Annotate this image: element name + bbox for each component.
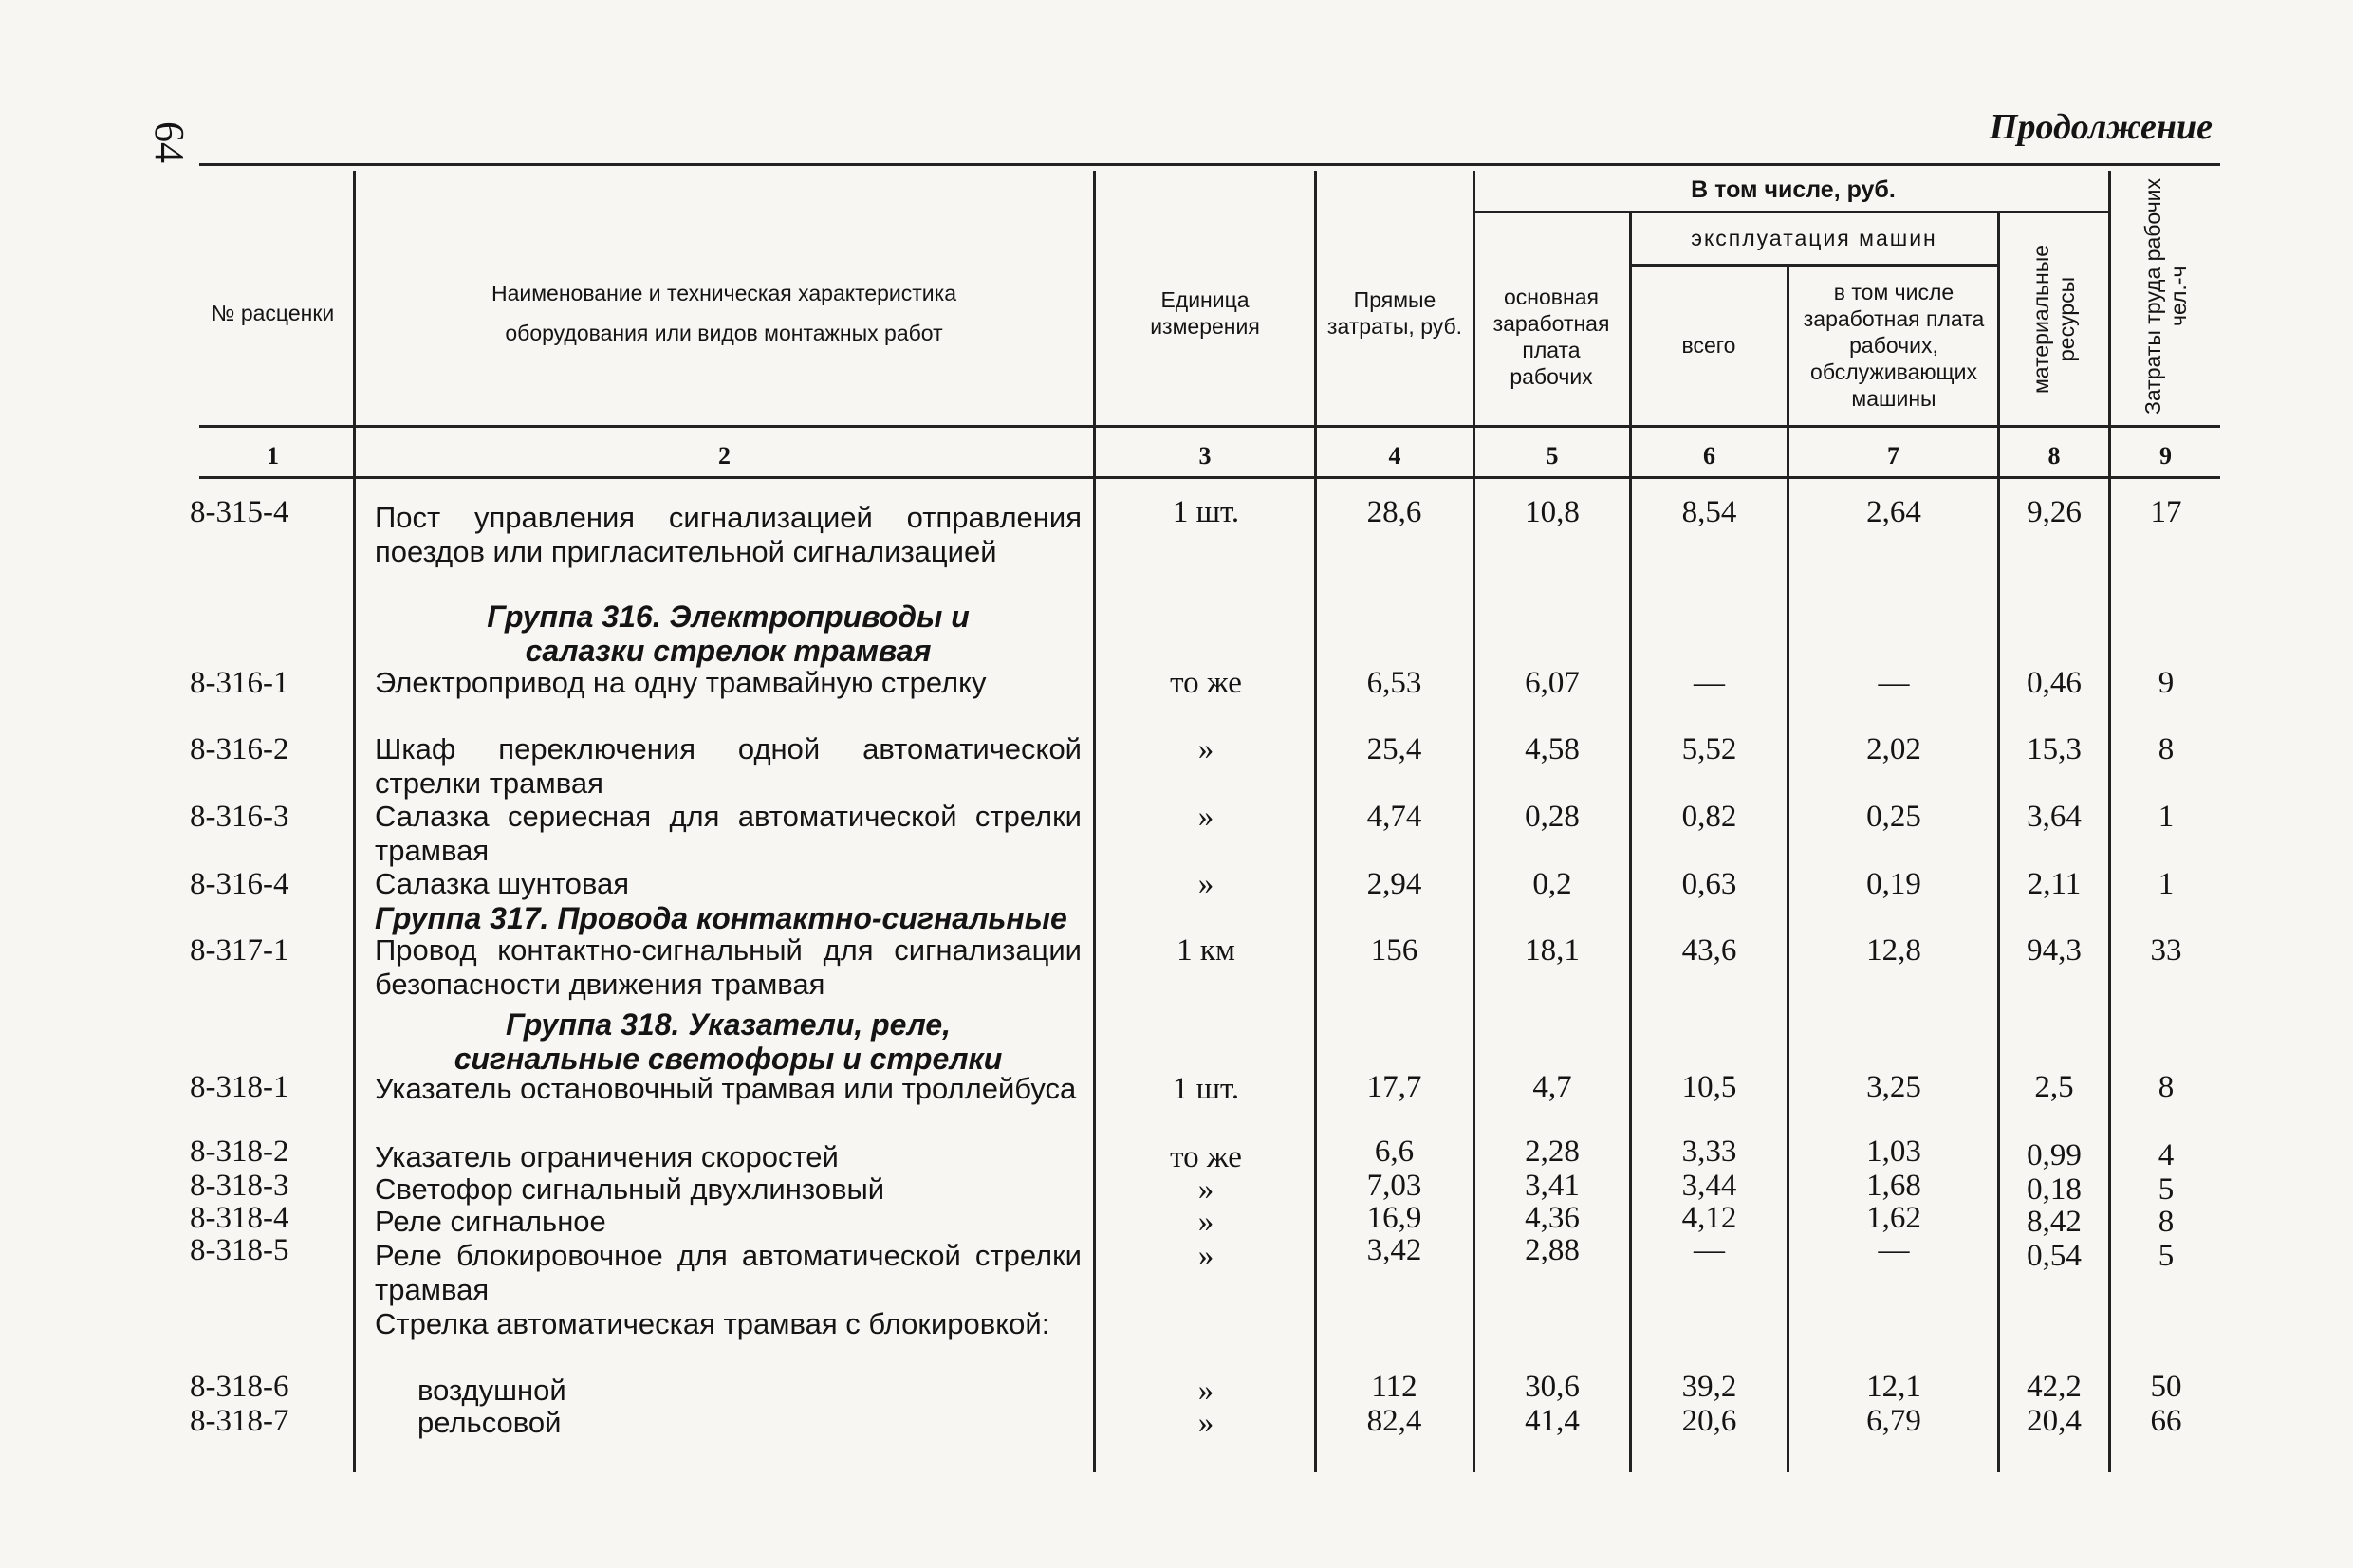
- row-wage: 41,4: [1525, 1404, 1580, 1438]
- numbers-bottom-rule: [199, 476, 2220, 479]
- header-bottom-rule: [199, 425, 2220, 428]
- header-col2: [359, 256, 1089, 370]
- row-direct: 156: [1370, 933, 1418, 968]
- page-number: 64: [146, 121, 193, 163]
- row-unit: 1 км: [1176, 933, 1235, 968]
- header-col9-text: Затраты труда рабочих чел.-ч: [2140, 177, 2191, 415]
- col-divider-5: [1629, 213, 1632, 1472]
- col-number-9: 9: [2159, 442, 2172, 470]
- row-mach-wage: 12,1: [1866, 1370, 1921, 1404]
- header-col2-line1: Наименование и техническая характеристика: [491, 281, 957, 305]
- row-name: воздушной: [417, 1374, 566, 1407]
- row-wage: 0,28: [1525, 800, 1580, 834]
- header-col4: Прямые затраты, руб.: [1326, 287, 1463, 339]
- row-code: 8-317-1: [190, 933, 289, 968]
- col-divider-8: [2108, 171, 2111, 1472]
- row-mach-wage: 3,25: [1866, 1070, 1921, 1104]
- group-rule: [1475, 211, 2111, 213]
- row-wage: 2,88: [1525, 1233, 1580, 1267]
- table-top-rule: [199, 163, 2220, 166]
- col-number-8: 8: [2047, 442, 2061, 470]
- header-col6: всего: [1681, 333, 1736, 358]
- row-code: 8-318-5: [190, 1233, 289, 1267]
- row-direct: 2,94: [1366, 867, 1422, 901]
- row-name: Реле сигнальное: [375, 1205, 606, 1238]
- row-name: Провод контактно-сигнальный для сигнализации безопасности движения трамвая: [375, 933, 1082, 1001]
- row-mat: 0,46: [2027, 666, 2082, 700]
- row-code: 8-318-3: [190, 1169, 289, 1203]
- header-col8-text: материальные ресурсы: [2029, 244, 2079, 394]
- row-mach-wage: —: [1878, 1233, 1910, 1267]
- col-number-7: 7: [1887, 442, 1899, 470]
- group-title-316: Группа 316. Электроприводы и салазки стрелок трамвая: [487, 600, 970, 668]
- row-direct: 25,4: [1366, 732, 1422, 766]
- row-labor: 8: [2158, 1205, 2175, 1239]
- row-direct: 3,42: [1366, 1233, 1422, 1267]
- col-divider-2: [1093, 171, 1096, 1472]
- row-unit: »: [1197, 1205, 1214, 1239]
- row-direct: 112: [1371, 1370, 1417, 1404]
- row-code: 8-318-6: [190, 1370, 289, 1404]
- row-mat: 0,54: [2027, 1239, 2082, 1273]
- col-divider-1: [353, 171, 356, 1472]
- header-col1: № расценки: [211, 301, 335, 325]
- row-unit: то же: [1170, 1140, 1242, 1174]
- row-labor: 1: [2158, 800, 2175, 834]
- row-mach-wage: 1,68: [1866, 1169, 1921, 1203]
- row-mat: 42,2: [2027, 1370, 2082, 1404]
- row-unit: 1 шт.: [1172, 1072, 1240, 1106]
- col-number-6: 6: [1703, 442, 1715, 470]
- row-wage: 30,6: [1525, 1370, 1580, 1404]
- row-unit: »: [1197, 800, 1214, 834]
- row-mat: 0,99: [2027, 1138, 2082, 1172]
- row-mat: 2,5: [2034, 1070, 2074, 1104]
- row-direct: 28,6: [1366, 495, 1422, 529]
- col-divider-4: [1473, 171, 1475, 1472]
- row-wage: 0,2: [1532, 867, 1572, 901]
- row-mat: 20,4: [2027, 1404, 2082, 1438]
- row-mach: 3,44: [1681, 1169, 1737, 1203]
- row-mach-wage: 2,02: [1866, 732, 1921, 766]
- row-unit: »: [1197, 1172, 1214, 1207]
- col-divider-3: [1314, 171, 1317, 1472]
- row-unit: »: [1197, 732, 1214, 766]
- row-name: Шкаф переключения одной автоматической стрелки трамвая: [375, 732, 1082, 800]
- row-code: 8-316-3: [190, 800, 289, 834]
- header-group: В том числе, руб.: [1691, 176, 1896, 203]
- row-code: 8-318-2: [190, 1134, 289, 1169]
- col-number-1: 1: [267, 442, 279, 470]
- col-number-2: 2: [718, 442, 731, 470]
- row-name: Светофор сигнальный двухлинзовый: [375, 1172, 885, 1206]
- row-labor: 5: [2158, 1239, 2175, 1273]
- row-wage: 6,07: [1525, 666, 1580, 700]
- row-code: 8-318-4: [190, 1201, 289, 1235]
- row-name: Электропривод на одну трамвайную стрелку: [375, 666, 987, 699]
- row-code: 8-316-2: [190, 732, 289, 766]
- row-unit: »: [1197, 1374, 1214, 1408]
- header-col7: в том числе заработная плата рабочих, обслуживающих машины: [1803, 280, 1985, 411]
- row-mach: 3,33: [1681, 1134, 1737, 1169]
- row-name: Пост управления сигнализацией отправления поездов или пригласительной сигнализацией: [375, 501, 1082, 568]
- row-mach: 0,63: [1681, 867, 1737, 901]
- row-mat: 15,3: [2027, 732, 2082, 766]
- row-mach-wage: —: [1878, 666, 1910, 700]
- row-name: Указатель остановочный трамвая или троллейбуса: [375, 1072, 1077, 1105]
- row-mach-wage: 1,03: [1866, 1134, 1921, 1169]
- row-wage: 2,28: [1525, 1134, 1580, 1169]
- row-code: 8-315-4: [190, 495, 289, 529]
- row-mach-wage: 0,25: [1866, 800, 1921, 834]
- row-labor: 8: [2158, 1070, 2175, 1104]
- row-mat: 9,26: [2027, 495, 2082, 529]
- row-mat: 8,42: [2027, 1205, 2082, 1239]
- header-col5: основная заработная плата рабочих: [1492, 285, 1610, 389]
- row-code: 8-318-1: [190, 1070, 289, 1104]
- subheading: Стрелка автоматическая трамвая с блокировкой:: [375, 1307, 1050, 1340]
- row-mach: 39,2: [1681, 1370, 1737, 1404]
- row-code: 8-318-7: [190, 1404, 289, 1438]
- row-mat: 2,11: [2027, 867, 2082, 901]
- row-mat: 94,3: [2027, 933, 2082, 968]
- row-mach-wage: 12,8: [1866, 933, 1921, 968]
- row-direct: 17,7: [1366, 1070, 1422, 1104]
- row-mach: —: [1694, 1233, 1725, 1267]
- row-wage: 4,7: [1532, 1070, 1572, 1104]
- row-wage: 18,1: [1525, 933, 1580, 968]
- row-mach: 10,5: [1681, 1070, 1737, 1104]
- row-mach-wage: 6,79: [1866, 1404, 1921, 1438]
- group-title-317: Группа 317. Провода контактно-сигнальные: [375, 901, 1067, 935]
- row-labor: 8: [2158, 732, 2175, 766]
- col-number-5: 5: [1546, 442, 1559, 470]
- row-mach-wage: 0,19: [1866, 867, 1921, 901]
- row-mach: —: [1694, 666, 1725, 700]
- row-unit: то же: [1170, 666, 1242, 700]
- row-wage: 10,8: [1525, 495, 1580, 529]
- row-unit: »: [1197, 867, 1214, 901]
- row-direct: 82,4: [1366, 1404, 1422, 1438]
- row-wage: 4,36: [1525, 1201, 1580, 1235]
- header-col2-line2: оборудования или видов монтажных работ: [505, 321, 943, 345]
- row-wage: 4,58: [1525, 732, 1580, 766]
- row-labor: 50: [2150, 1370, 2182, 1404]
- row-labor: 33: [2150, 933, 2182, 968]
- row-mach: 43,6: [1681, 933, 1737, 968]
- row-direct: 6,53: [1366, 666, 1422, 700]
- row-direct: 7,03: [1366, 1169, 1422, 1203]
- row-labor: 66: [2150, 1404, 2182, 1438]
- row-unit: »: [1197, 1239, 1214, 1273]
- row-unit: 1 шт.: [1172, 495, 1240, 529]
- row-mach-wage: 2,64: [1866, 495, 1921, 529]
- col-number-3: 3: [1198, 442, 1212, 470]
- row-mach: 20,6: [1681, 1404, 1737, 1438]
- row-name: рельсовой: [417, 1406, 562, 1439]
- row-direct: 4,74: [1366, 800, 1422, 834]
- machines-rule: [1632, 264, 2000, 267]
- col-divider-7: [1997, 213, 2000, 1472]
- row-mach: 4,12: [1681, 1201, 1737, 1235]
- continuation-label: Продолжение: [1989, 107, 2213, 147]
- header-col9: [2114, 171, 2218, 421]
- header-col3: Единица измерения: [1150, 287, 1260, 339]
- row-labor: 5: [2158, 1172, 2175, 1207]
- row-code: 8-316-4: [190, 867, 289, 901]
- header-col8: [2002, 216, 2106, 421]
- row-mat: 0,18: [2027, 1172, 2082, 1207]
- row-labor: 9: [2158, 666, 2175, 700]
- row-mach: 5,52: [1681, 732, 1737, 766]
- row-wage: 3,41: [1525, 1169, 1580, 1203]
- row-name: Салазка шунтовая: [375, 867, 629, 900]
- header-machines: эксплуатация машин: [1691, 226, 1937, 250]
- row-name: Указатель ограничения скоростей: [375, 1140, 839, 1173]
- row-name: Салазка сериесная для автоматической стрелки трамвая: [375, 800, 1082, 867]
- row-code: 8-316-1: [190, 666, 289, 700]
- group-title-318: Группа 318. Указатели, реле, сигнальные светофоры и стрелки: [454, 1007, 1003, 1076]
- row-unit: »: [1197, 1406, 1214, 1440]
- row-mach: 8,54: [1681, 495, 1737, 529]
- row-name: Реле блокировочное для автоматической стрелки трамвая: [375, 1239, 1082, 1306]
- row-direct: 6,6: [1374, 1134, 1415, 1169]
- row-direct: 16,9: [1366, 1201, 1422, 1235]
- row-mach: 0,82: [1681, 800, 1737, 834]
- row-mat: 3,64: [2027, 800, 2082, 834]
- row-labor: 4: [2158, 1138, 2175, 1172]
- row-mach-wage: 1,62: [1866, 1201, 1921, 1235]
- col-number-4: 4: [1388, 442, 1401, 470]
- row-labor: 17: [2150, 495, 2182, 529]
- row-labor: 1: [2158, 867, 2175, 901]
